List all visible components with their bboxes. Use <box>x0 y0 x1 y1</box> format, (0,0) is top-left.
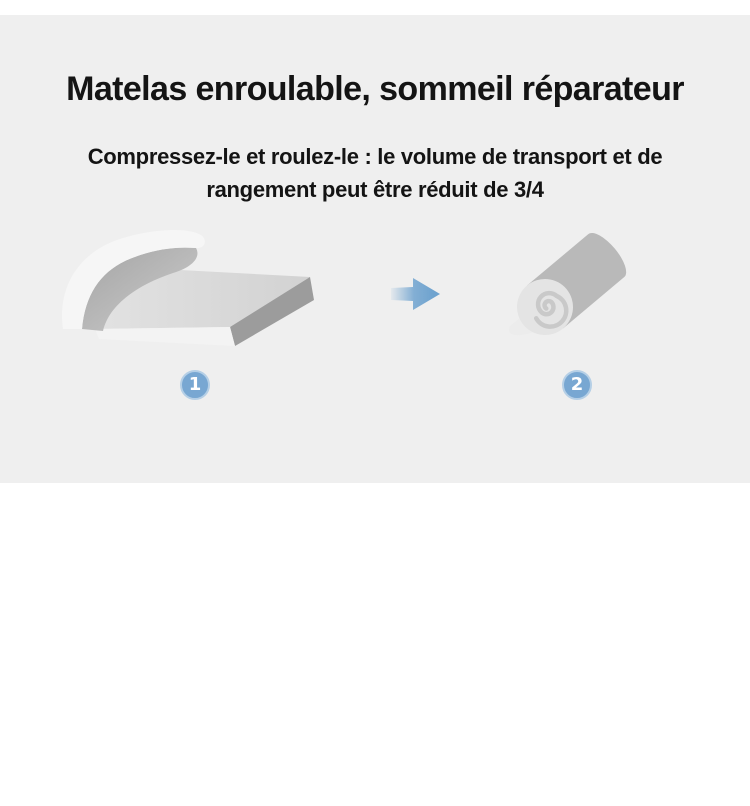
step-1-number: 1 <box>188 374 202 395</box>
subtitle-line-1: Compressez-le et roulez-le : le volume de transport et de <box>87 144 663 169</box>
mattress-banner <box>0 15 750 483</box>
step-1-badge <box>180 370 210 400</box>
rolled-mattress-icon <box>490 230 650 360</box>
step-2-number: 2 <box>570 374 584 395</box>
banner-subtitle <box>0 140 750 206</box>
subtitle-line-2: rangement peut être réduit de 3/4 <box>206 177 544 202</box>
banner-title: Matelas enroulable, sommeil réparateur <box>66 70 684 108</box>
step-2-badge <box>562 370 592 400</box>
flat-mattress-icon <box>55 225 355 355</box>
arrow-right-icon <box>391 274 443 314</box>
